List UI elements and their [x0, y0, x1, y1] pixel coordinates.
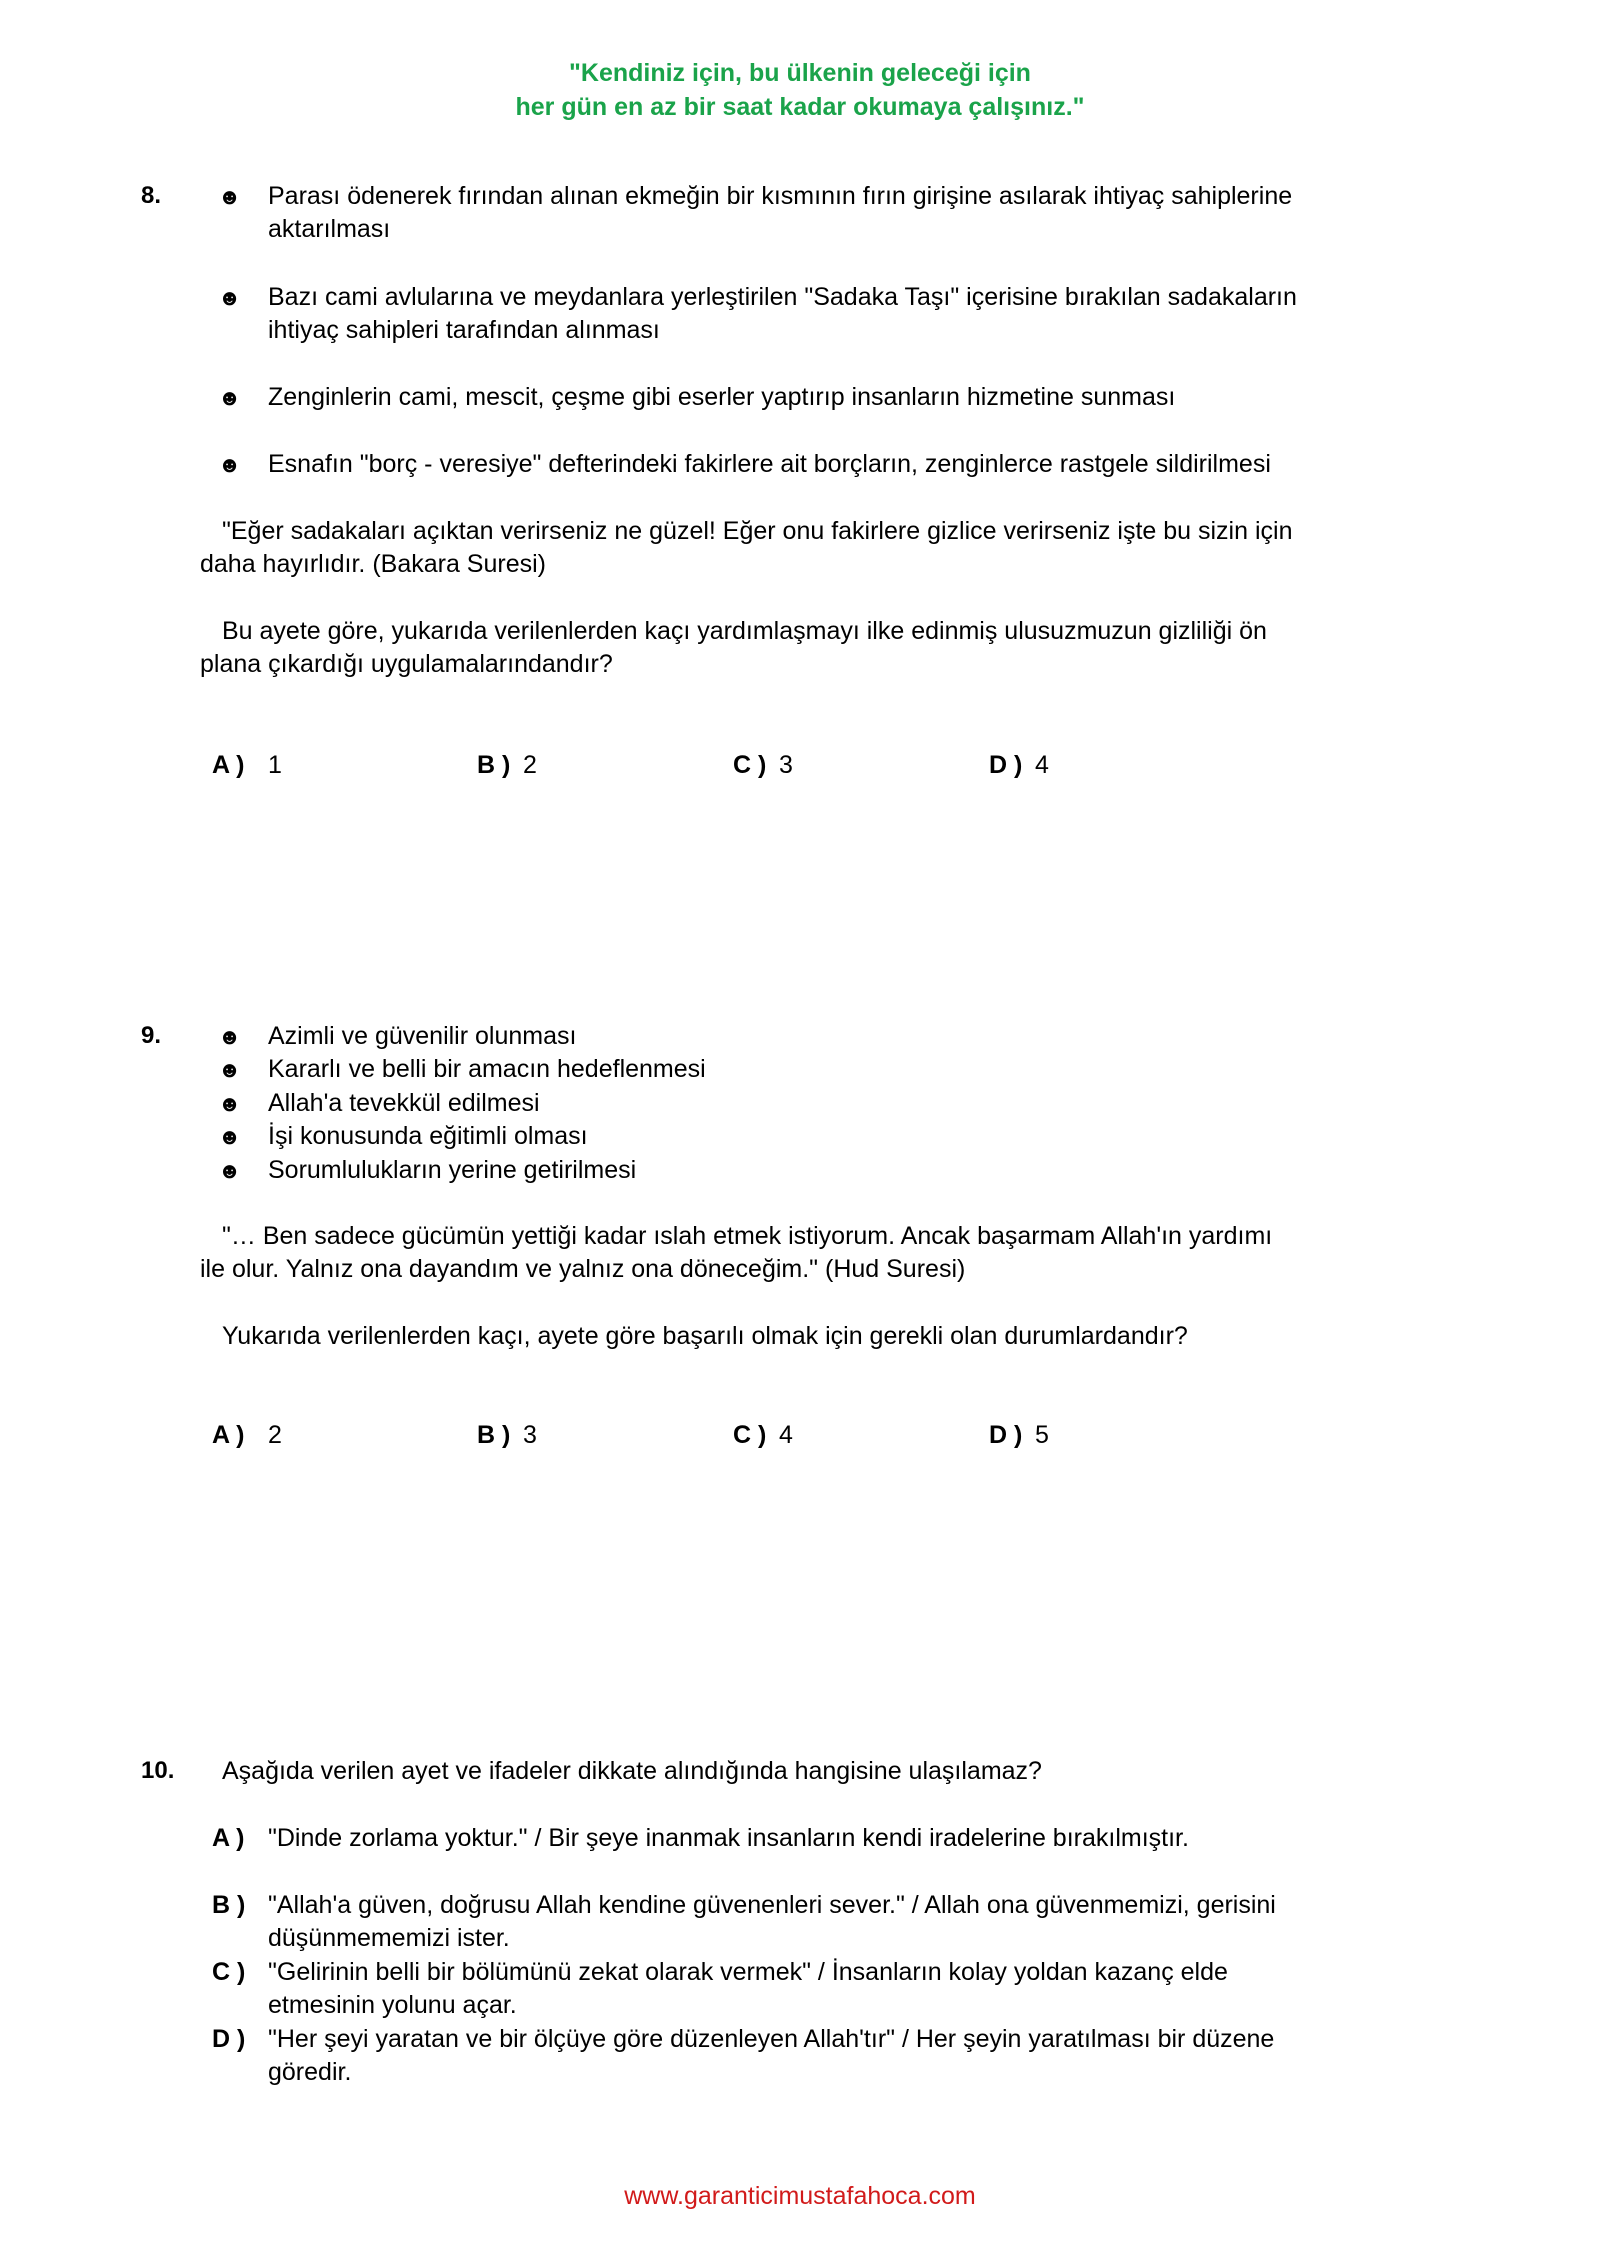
q8-item-3: Zenginlerin cami, mescit, çeşme gibi eserler yaptırıp insanların hizmetine sunması	[268, 383, 1176, 411]
q8-option-c-value: 3	[779, 751, 793, 779]
q10-question: Aşağıda verilen ayet ve ifadeler dikkate alındığında hangisine ulaşılamaz?	[222, 1757, 1042, 1785]
q8-quote-line-2: daha hayırlıdır. (Bakara Suresi)	[200, 550, 546, 578]
q9-option-c-value: 4	[779, 1421, 793, 1449]
q9-quote-line-1: "… Ben sadece gücümün yettiği kadar ıslah etmek istiyorum. Ancak başarmam Allah'ın yardımı	[222, 1222, 1273, 1250]
bullet-icon: ☻	[218, 1091, 242, 1116]
q8-item-4: Esnafın "borç - veresiye" defterindeki fakirlere ait borçların, zenginlerce rastgele sildirilmesi	[268, 450, 1271, 478]
q9-item-2: Kararlı ve belli bir amacın hedeflenmesi	[268, 1055, 706, 1083]
q9-item-3: Allah'a tevekkül edilmesi	[268, 1089, 540, 1117]
bullet-icon: ☻	[218, 385, 242, 410]
q10-option-a-line-1: "Dinde zorlama yoktur." / Bir şeye inanmak insanların kendi iradelerine bırakılmıştır.	[268, 1824, 1189, 1852]
header-line-2: her gün en az bir saat kadar okumaya çalışınız."	[515, 93, 1085, 121]
q9-option-a-letter: A )	[212, 1421, 245, 1449]
q10-option-c-line-1: "Gelirinin belli bir bölümünü zekat olarak vermek" / İnsanların kolay yoldan kazanç elde	[268, 1958, 1228, 1986]
q10-option-b-letter: B )	[212, 1891, 246, 1919]
q9-item-1: Azimli ve güvenilir olunması	[268, 1022, 577, 1050]
q9-option-b-value: 3	[523, 1421, 537, 1449]
page-header	[0, 56, 1600, 124]
q9-option-b-letter: B )	[477, 1421, 511, 1449]
q8-option-d-letter: D )	[989, 751, 1023, 779]
question-8-number: 8.	[141, 182, 162, 209]
q8-item-2-line-1: Bazı cami avlularına ve meydanlara yerleştirilen "Sadaka Taşı" içerisine bırakılan sadakaların	[268, 283, 1297, 311]
question-10-number: 10.	[141, 1757, 175, 1784]
bullet-icon: ☻	[218, 1057, 242, 1082]
q8-item-1-line-2: aktarılması	[268, 215, 391, 243]
q8-item-1-line-1: Parası ödenerek fırından alınan ekmeğin bir kısmının fırın girişine asılarak ihtiyaç sahiplerine	[268, 182, 1293, 210]
q8-option-b-letter: B )	[477, 751, 511, 779]
bullet-icon: ☻	[218, 452, 242, 477]
footer-website-link[interactable]: www.garanticimustafahoca.com	[624, 2182, 976, 2210]
q8-option-d-value: 4	[1035, 751, 1049, 779]
q8-option-a-letter: A )	[212, 751, 245, 779]
q9-option-d-letter: D )	[989, 1421, 1023, 1449]
bullet-icon: ☻	[218, 1024, 242, 1049]
q8-quote-line-1: "Eğer sadakaları açıktan verirseniz ne güzel! Eğer onu fakirlere gizlice verirseniz işte bu sizin için	[222, 517, 1293, 545]
q9-item-5: Sorumlulukların yerine getirilmesi	[268, 1156, 637, 1184]
q9-option-c-letter: C )	[733, 1421, 767, 1449]
q8-option-a-value: 1	[268, 751, 282, 779]
q10-option-b-line-2: düşünmememizi ister.	[268, 1924, 510, 1952]
q9-option-a-value: 2	[268, 1421, 282, 1449]
q9-option-d-value: 5	[1035, 1421, 1049, 1449]
q10-option-a-letter: A )	[212, 1824, 245, 1852]
q10-option-c-letter: C )	[212, 1958, 246, 1986]
question-9-number: 9.	[141, 1022, 162, 1049]
q9-quote-line-2: ile olur. Yalnız ona dayandım ve yalnız ona döneceğim." (Hud Suresi)	[200, 1255, 966, 1283]
q8-option-b-value: 2	[523, 751, 537, 779]
q10-option-d-letter: D )	[212, 2025, 246, 2053]
header-line-1: "Kendiniz için, bu ülkenin geleceği için	[569, 59, 1031, 87]
q10-option-d-line-2: göredir.	[268, 2058, 352, 2086]
q10-option-c-line-2: etmesinin yolunu açar.	[268, 1991, 517, 2019]
bullet-icon: ☻	[218, 1124, 242, 1149]
q9-question: Yukarıda verilenlerden kaçı, ayete göre başarılı olmak için gerekli olan durumlardandır?	[222, 1322, 1188, 1350]
bullet-icon: ☻	[218, 1158, 242, 1183]
q9-item-4: İşi konusunda eğitimli olması	[268, 1122, 588, 1150]
q8-option-c-letter: C )	[733, 751, 767, 779]
q10-option-d-line-1: "Her şeyi yaratan ve bir ölçüye göre düzenleyen Allah'tır" / Her şeyin yaratılması bir düzene	[268, 2025, 1275, 2053]
q10-option-b-line-1: "Allah'a güven, doğrusu Allah kendine güvenenleri sever." / Allah ona güvenmemizi, gerisini	[268, 1891, 1276, 1919]
q8-question-line-2: plana çıkardığı uygulamalarındandır?	[200, 650, 613, 678]
q8-question-line-1: Bu ayete göre, yukarıda verilenlerden kaçı yardımlaşmayı ilke edinmiş ulusuzmuzun gizliliği ön	[222, 617, 1267, 645]
bullet-icon: ☻	[218, 285, 242, 310]
bullet-icon: ☻	[218, 184, 242, 209]
q8-item-2-line-2: ihtiyaç sahipleri tarafından alınması	[268, 316, 660, 344]
